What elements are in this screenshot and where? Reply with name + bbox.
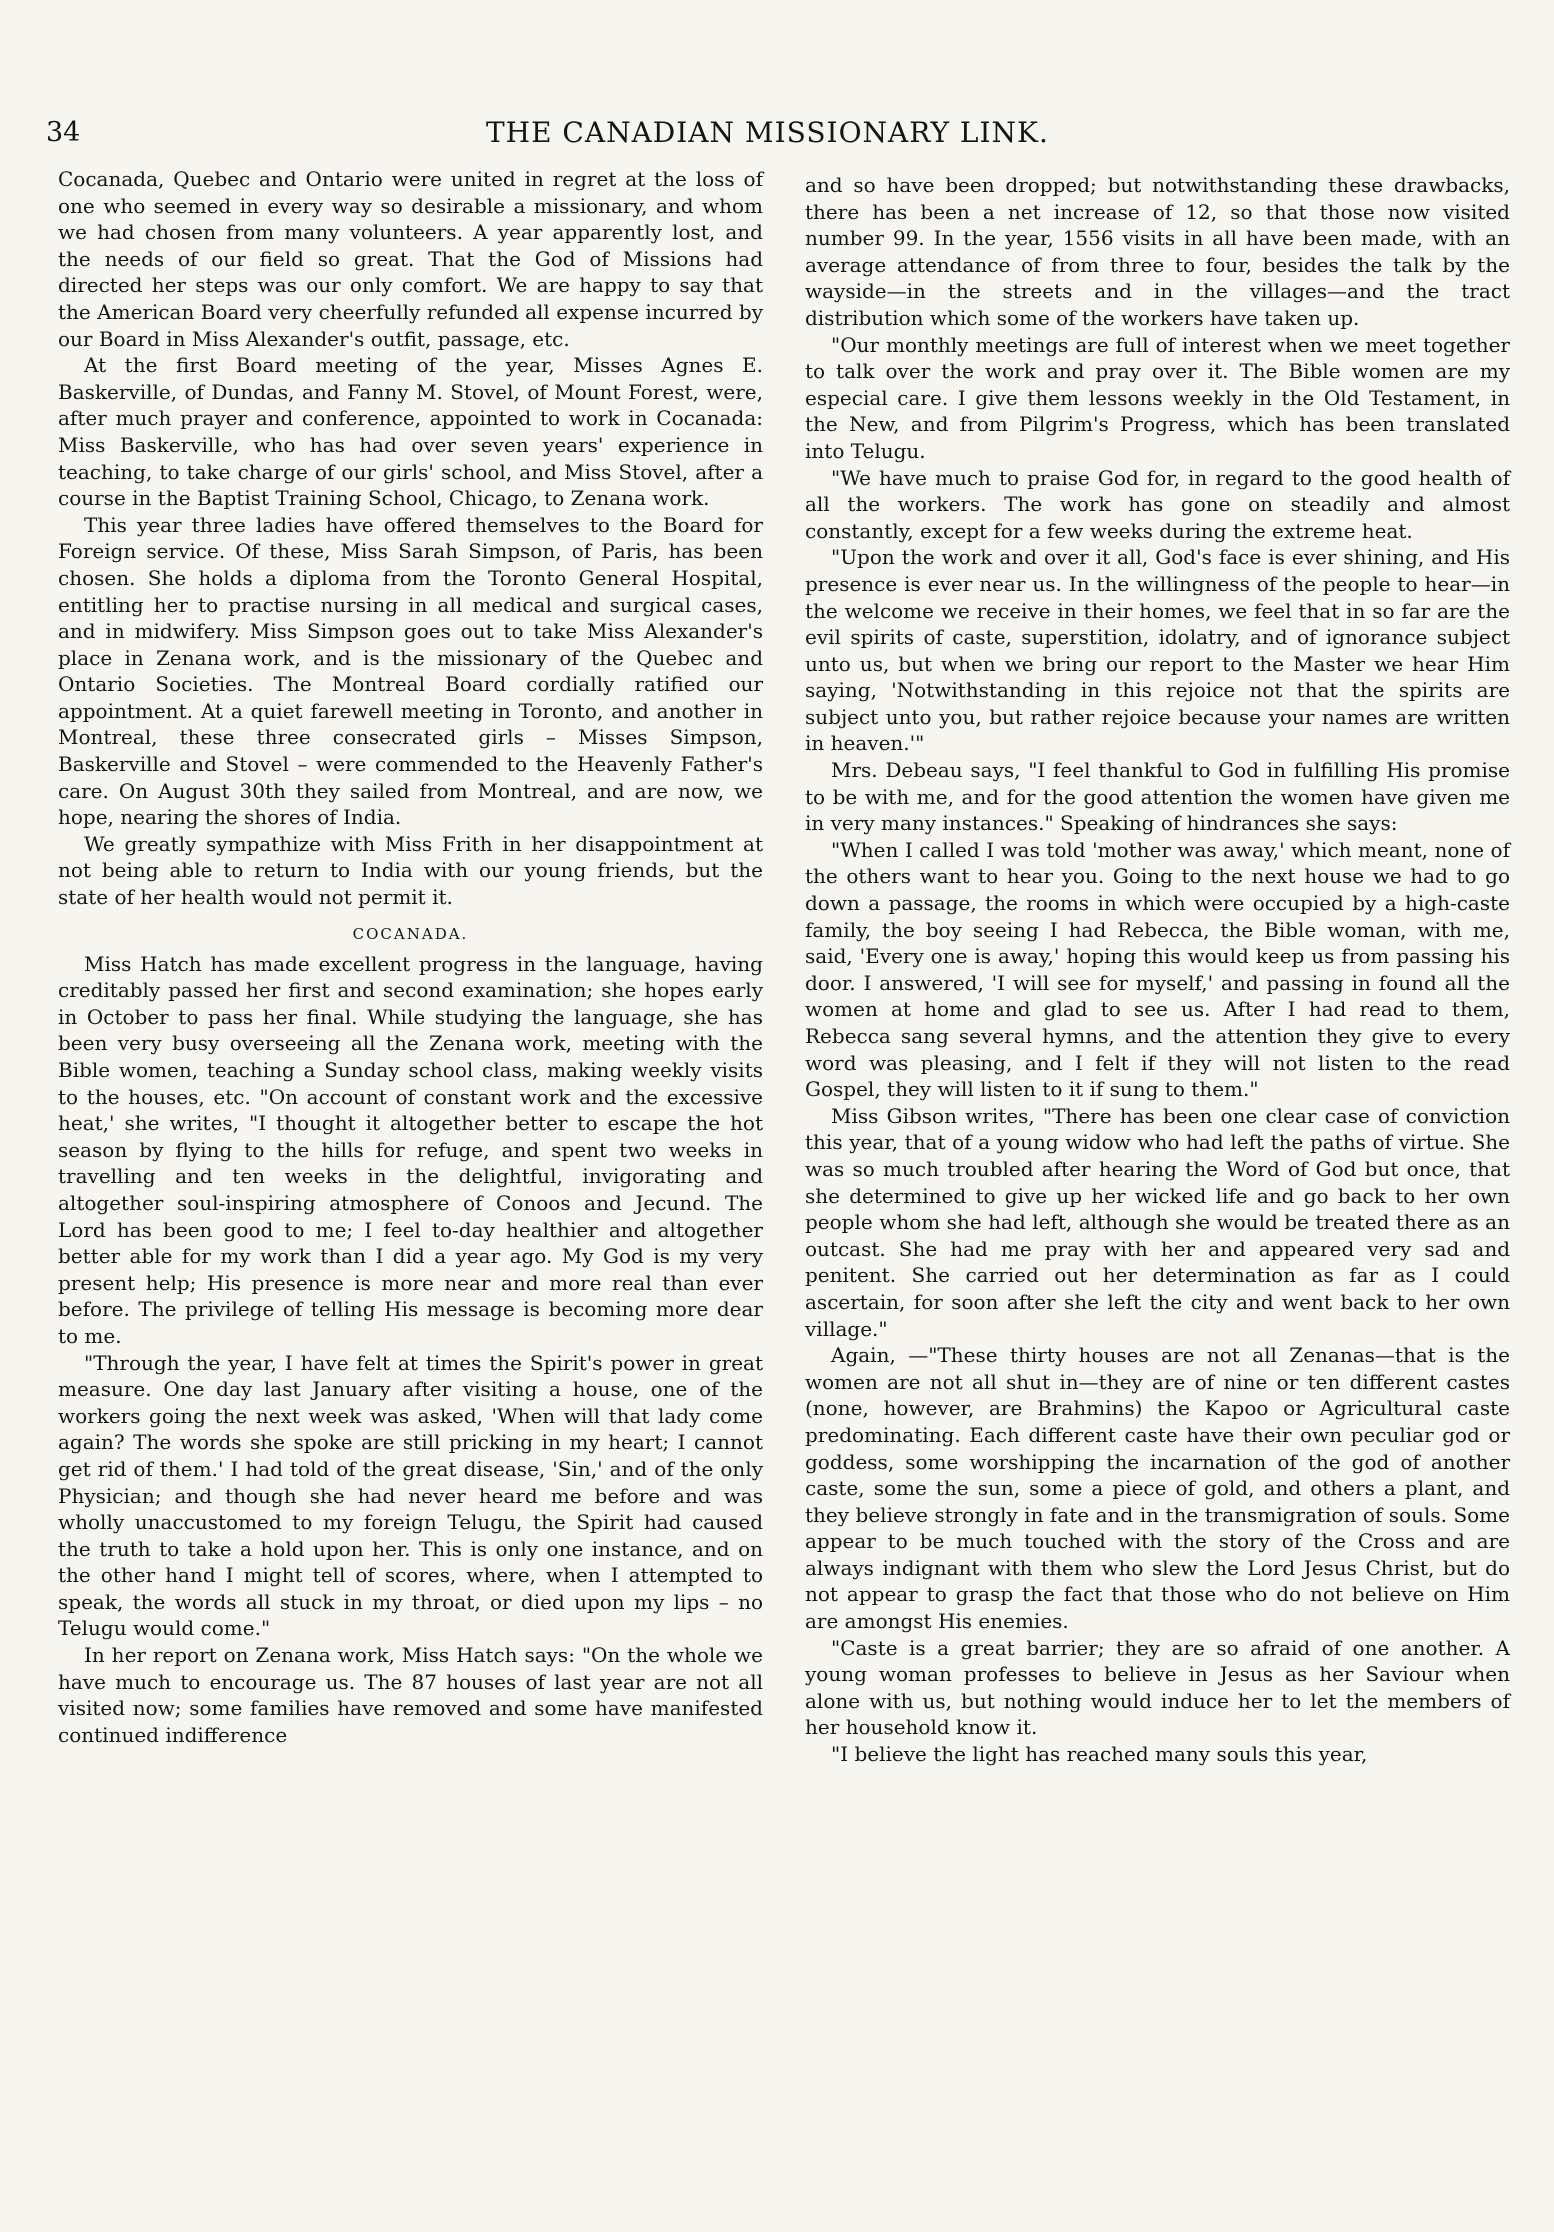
section-heading: COCANADA.: [352, 924, 469, 943]
right-column: [805, 172, 1510, 1768]
paragraph: This year three ladies have offered themselves to the Board for Foreign service. Of these, Miss Sarah Simpson, of Paris, has been chosen. She holds a diploma from the Toronto General Hospital, entitling her to practise nursing in all medical and surgical cases, and in midwifery. Miss Simpson goes out to take Miss Alexander's place in Zenana work, and is the missionary of the Quebec and Ontario Societies. The Montreal Board cordially ratified our appointment. At a quiet farewell meeting in Toronto, and another in Montreal, these three consecrated girls – Misses Simpson, Baskerville and Stovel – were commended to the Heavenly Father's care. On August 30th they sailed from Montreal, and are now, we hope, nearing the shores of India.: [58, 512, 763, 830]
paragraph: "Upon the work and over it all, God's face is ever shining, and His presence is ever near us. In the willingness of the people to hear—in the welcome we receive in their homes, we feel that in so far are the evil spirits of caste, superstition, idolatry, and of ignorance subject unto us, but when we bring our report to the Master we hear Him saying, 'Notwithstanding in this rejoice not that the spirits are subject unto you, but rather rejoice because your names are written in heaven.'": [805, 545, 1510, 756]
paragraph: Miss Hatch has made excellent progress in the language, having creditably passed her first and second examination; she hopes early in October to pass her final. While studying the language, she has been very busy overseeing all the Zenana work, meeting with the Bible women, teaching a Sunday school class, making weekly visits to the houses, etc. "On account of constant work and the excessive heat,' she writes, "I thought it altogether better to escape the hot season by flying to the hills for refuge, and spent two weeks in travelling and ten weeks in the delightful, invigorating and altogether soul-inspiring atmosphere of Conoos and Jecund. The Lord has been good to me; I feel to-day healthier and altogether better able for my work than I did a year ago. My God is my very present help; His presence is more near and more real than ever before. The privilege of telling His message is becoming more dear to me.: [58, 951, 763, 1348]
paragraph: Cocanada, Quebec and Ontario were united in regret at the loss of one who seemed in every way so desirable a missionary, and whom we had chosen from many volunteers. A year apparently lost, and the needs of our field so great. That the God of Missions had directed her steps was our only comfort. We are happy to say that the American Board very cheerfully refunded all expense incurred by our Board in Miss Alexander's outfit, passage, etc.: [58, 167, 763, 351]
paragraph: "We have much to praise God for, in regard to the good health of all the workers. The work has gone on steadily and almost constantly, except for a few weeks during the extreme heat.: [805, 465, 1510, 543]
paragraph: "I believe the light has reached many souls this year,: [831, 1742, 1368, 1767]
page-number: 34: [46, 117, 81, 148]
page-title: THE CANADIAN MISSIONARY LINK.: [486, 116, 1049, 149]
paragraph: Again, —"These thirty houses are not all Zenanas—that is the women are not all shut in—they are of nine or ten different castes (none, however, are Brahmins) the Kapoo or Agricultural caste predominating. Each different caste have their own peculiar god or goddess, some worshipping the incarnation of the god of another caste, some the sun, some a piece of gold, and others a plant, and they believe strongly in fate and in the transmigration of souls. Some appear to be much touched with the story of the Cross and are always indignant with them who slew the Lord Jesus Christ, but do not appear to grasp the fact that those who do not believe on Him are amongst His enemies.: [805, 1343, 1510, 1634]
left-column: [58, 166, 763, 1748]
paragraph: Miss Gibson writes, "There has been one clear case of conviction this year, that of a young widow who had left the paths of virtue. She was so much troubled after hearing the Word of God but once, that she determined to give up her wicked life and go back to her own people whom she had left, although she would be treated there as an outcast. She had me pray with her and appeared very sad and penitent. She carried out her determination as far as I could ascertain, for soon after she left the city and went back to her own village.": [805, 1103, 1510, 1341]
paragraph: "Through the year, I have felt at times the Spirit's power in great measure. One day last January after visiting a house, one of the workers going the next week was asked, 'When will that lady come again? The words she spoke are still pricking in my heart; I cannot get rid of them.' I had told of the great disease, 'Sin,' and of the only Physician; and though she had never heard me before and was wholly unaccustomed to my foreign Telugu, the Spirit had caused the truth to take a hold upon her. This is only one instance, and on the other hand I might tell of scores, where, when I attempted to speak, the words all stuck in my throat, or died upon my lips – no Telugu would come.": [58, 1350, 763, 1641]
paragraph: Mrs. Debeau says, "I feel thankful to God in fulfilling His promise to be with me, and for the good attention the women have given me in very many instances." Speaking of hindrances she says:: [805, 758, 1510, 836]
paragraph: "When I called I was told 'mother was away,' which meant, none of the others want to hear you. Going to the next house we had to go down a passage, the rooms in which were occupied by a high-caste family, the boy seeing I had Rebecca, the Bible woman, with me, said, 'Every one is away,' hoping this would keep us from passing his door. I answered, 'I will see for myself,' and passing in found all the women at home and glad to see us. After I had read to them, Rebecca sang several hymns, and the attention they give to every word was pleasing, and I felt if they will not listen to the read Gospel, they will listen to it if sung to them.": [805, 837, 1510, 1102]
paragraph: At the first Board meeting of the year, Misses Agnes E. Baskerville, of Dundas, and Fanny M. Stovel, of Mount Forest, were, after much prayer and conference, appointed to work in Cocanada: Miss Baskerville, who has had over seven years' experience in teaching, to take charge of our girls' school, and Miss Stovel, after a course in the Baptist Training School, Chicago, to Zenana work.: [58, 353, 763, 511]
paragraph: "Caste is a great barrier; they are so afraid of one another. A young woman professes to believe in Jesus as her Saviour when alone with us, but nothing would induce her to let the members of her household know it.: [805, 1635, 1510, 1740]
paragraph: In her report on Zenana work, Miss Hatch says: "On the whole we have much to encourage us. The 87 houses of last year are not all visited now; some families have removed and some have manifested continued indifference: [58, 1643, 763, 1747]
paragraph: "Our monthly meetings are full of interest when we meet together to talk over the work and pray over it. The Bible women are my especial care. I give them lessons weekly in the Old Testament, in the New, and from Pilgrim's Progress, which has been translated into Telugu.: [805, 332, 1510, 463]
paragraph: and so have been dropped; but notwithstanding these drawbacks, there has been a net increase of 12, so that those now visited number 99. In the year, 1556 visits in all have been made, with an average attendance of from three to four, besides the talk by the wayside—in the streets and in the villages—and the tract distribution which some of the workers have taken up.: [805, 173, 1510, 330]
paragraph: We greatly sympathize with Miss Frith in her disappointment at not being able to return to India with our young friends, but the state of her health would not permit it.: [58, 831, 763, 910]
